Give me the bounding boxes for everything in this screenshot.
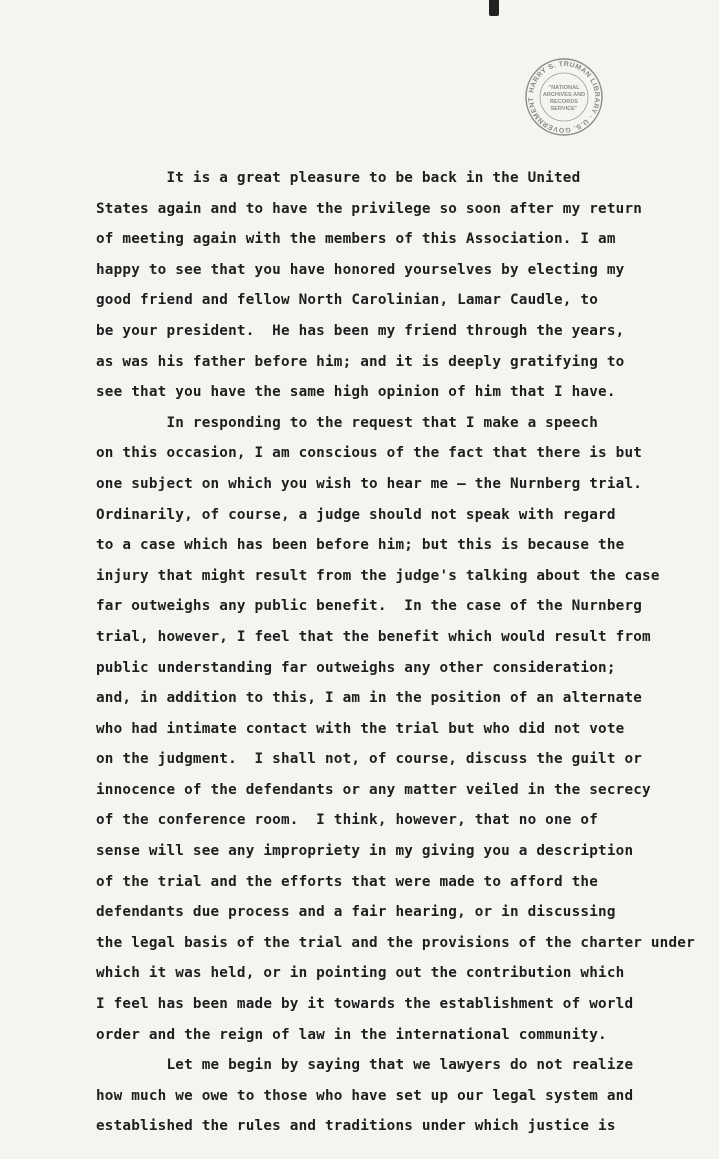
text-line: sense will see any impropriety in my giving you a description [96, 843, 634, 860]
stamp-line-4: SERVICE" [550, 106, 578, 112]
paragraph-3 [96, 1050, 716, 1142]
archive-stamp [524, 57, 604, 137]
text-line: In responding to the request that I make a speech [96, 414, 599, 431]
text-line: Ordinarily, of course, a judge should not speak with regard [96, 506, 616, 523]
text-line: to a case which has been before him; but this is because the [96, 537, 625, 554]
stamp-outer-text: HARRY S. TRUMAN LIBRARY · U.S. GOVERNMENT [527, 60, 601, 134]
text-line: trial, however, I feel that the benefit which would result from [96, 628, 651, 645]
text-line: which it was held, or in pointing out the contribution which [96, 965, 625, 982]
text-line: the legal basis of the trial and the provisions of the charter under [96, 934, 695, 951]
text-line: order and the reign of law in the international community. [96, 1026, 607, 1043]
binder-clip-mark [489, 0, 499, 16]
stamp-line-1: "NATIONAL [548, 85, 580, 91]
text-line: happy to see that you have honored yourselves by electing my [96, 261, 625, 278]
text-line: who had intimate contact with the trial but who did not vote [96, 720, 625, 737]
text-line: I feel has been made by it towards the establishment of world [96, 996, 634, 1013]
text-line: of the conference room. I think, however, that no one of [96, 812, 599, 829]
text-line: and, in addition to this, I am in the position of an alternate [96, 690, 643, 707]
text-line: see that you have the same high opinion of him that I have. [96, 384, 616, 401]
paragraph-2 [96, 408, 716, 1050]
text-line: Let me begin by saying that we lawyers do not realize [96, 1057, 634, 1074]
text-line: defendants due process and a fair hearing, or in discussing [96, 904, 616, 921]
text-line: established the rules and traditions under which justice is [96, 1118, 616, 1135]
text-line: injury that might result from the judge's talking about the case [96, 567, 660, 584]
paragraph-1 [96, 163, 716, 408]
text-line: of meeting again with the members of this Association. I am [96, 231, 616, 248]
text-line: on this occasion, I am conscious of the fact that there is but [96, 445, 643, 462]
text-line: innocence of the defendants or any matter veiled in the secrecy [96, 781, 651, 798]
text-line: It is a great pleasure to be back in the United [96, 170, 581, 186]
text-line: States again and to have the privilege so soon after my return [96, 200, 643, 217]
text-line: public understanding far outweighs any other consideration; [96, 659, 616, 676]
text-line: of the trial and the efforts that were made to afford the [96, 873, 599, 890]
text-line: far outweighs any public benefit. In the case of the Nurnberg [96, 598, 643, 615]
text-line: on the judgment. I shall not, of course, discuss the guilt or [96, 751, 643, 768]
text-line: good friend and fellow North Carolinian, Lamar Caudle, to [96, 292, 599, 309]
speech-text [96, 163, 716, 1142]
text-line: how much we owe to those who have set up our legal system and [96, 1087, 634, 1104]
text-line: one subject on which you wish to hear me — the Nurnberg trial. [96, 475, 643, 492]
text-line: as was his father before him; and it is deeply gratifying to [96, 353, 625, 370]
stamp-line-2: ARCHIVES AND [542, 92, 586, 98]
stamp-line-3: RECORDS [550, 99, 578, 105]
text-line: be your president. He has been my friend through the years, [96, 322, 625, 339]
